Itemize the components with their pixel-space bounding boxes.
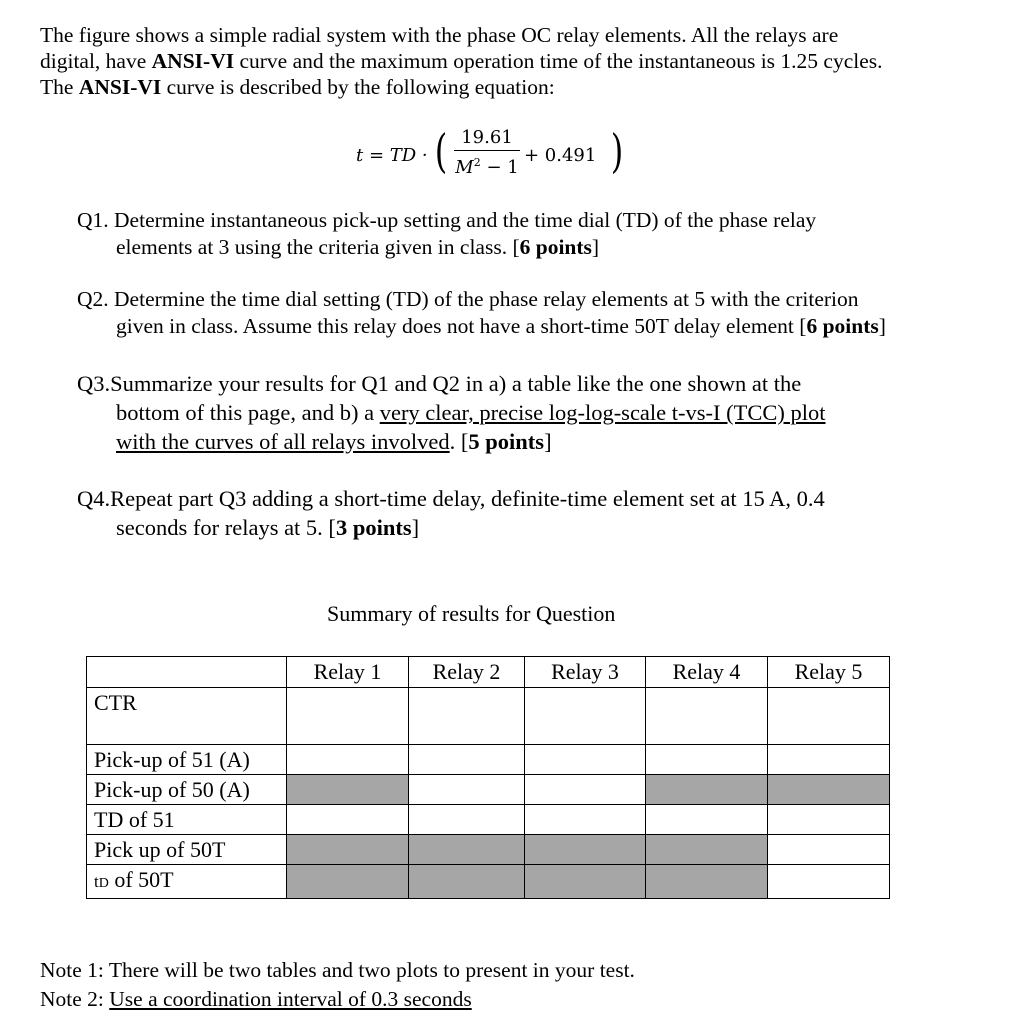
question-1: Q1. Determine instantaneous pick-up setting and the time dial (TD) of the phase relay elements at 3 using the criteria given in class. [6 points] [77,208,817,259]
row-label-td-51: TD of 51 [87,805,287,835]
row-label-pickup-50t: Pick up of 50T [87,835,287,865]
header-relay-4: Relay 4 [646,657,768,688]
table-cell [525,805,646,835]
row-label-pickup-51: Pick-up of 51 (A) [87,745,287,775]
header-relay-5: Relay 5 [768,657,890,688]
note-2: Note 2: Use a coordination interval of 0.3 seconds [40,987,472,1011]
table-cell-shaded [646,865,768,899]
row-label-pickup-50: Pick-up of 50 (A) [87,775,287,805]
equation-denominator: $M^2 - 1$ [455,156,519,178]
intro-line-1: The figure shows a simple radial system with the phase OC relay elements. All the relays are [40,23,839,47]
equation-constant: + 0.491 [524,145,597,166]
table-cell [768,835,890,865]
table-row [87,805,890,835]
row-label-td-50t: tD of 50T [87,865,287,899]
question-3: Q3.Summarize your results for Q1 and Q2 in a) a table like the one shown at the bottom of this page, and b) a very clear, precise log-log-scale t-vs-I (TCC) plot with the curves of all relays involved. [5 points] [77,371,826,454]
table-row [87,688,890,745]
table-row [87,745,890,775]
table-cell-shaded [287,775,409,805]
equation-numerator: 19.61 [461,127,513,148]
question-4: Q4.Repeat part Q3 adding a short-time delay, definite-time element set at 15 A, 0.4 seconds for relays at 5. [3 points] [77,486,825,540]
table-cell [409,775,525,805]
table-cell [525,775,646,805]
table-cell-shaded [409,865,525,899]
table-cell [409,688,525,745]
ansi-vi-equation [356,123,656,193]
summary-table [86,656,890,899]
table-cell [768,688,890,745]
table-cell-shaded [287,835,409,865]
intro-line-3: The ANSI-VI curve is described by the following equation: [40,75,555,99]
table-cell [525,745,646,775]
table-cell-shaded [409,835,525,865]
table-cell-shaded [525,835,646,865]
left-paren: ( [434,124,448,178]
note-1: Note 1: There will be two tables and two plots to present in your test. [40,958,635,982]
table-cell-shaded [525,865,646,899]
header-relay-2: Relay 2 [409,657,525,688]
table-row [87,865,890,899]
table-cell-shaded [768,775,890,805]
fraction-bar [454,150,520,151]
intro-paragraph [40,22,883,100]
table-caption: Summary of results for Question [327,601,616,626]
table-cell [646,688,768,745]
table-cell [768,805,890,835]
table-cell [646,745,768,775]
header-empty [87,657,287,688]
table-cell [287,745,409,775]
row-label-ctr: CTR [87,688,287,745]
table-cell-shaded [646,775,768,805]
table-cell [287,688,409,745]
table-cell-shaded [287,865,409,899]
intro-line-2: digital, have ANSI-VI curve and the maximum operation time of the instantaneous is 1.25 cycles. [40,49,883,73]
table-cell-shaded [646,835,768,865]
equation-fraction [454,127,520,179]
table-cell [646,805,768,835]
question-2: Q2. Determine the time dial setting (TD) of the phase relay elements at 5 with the criterion given in class. Assume this relay does not have a short-time 50T delay element [6 points] [77,287,886,338]
table-header-row [87,657,890,688]
table-cell [409,805,525,835]
header-relay-3: Relay 3 [525,657,646,688]
equation-lhs: t = TD · [356,145,428,166]
table-cell [768,745,890,775]
table-row [87,835,890,865]
table-cell [409,745,525,775]
table-cell [287,805,409,835]
header-relay-1: Relay 1 [287,657,409,688]
table-cell [525,688,646,745]
right-paren: ) [610,124,624,178]
note-2-text: Use a coordination interval of 0.3 seconds [109,987,472,1011]
table-row [87,775,890,805]
table-cell [768,865,890,899]
